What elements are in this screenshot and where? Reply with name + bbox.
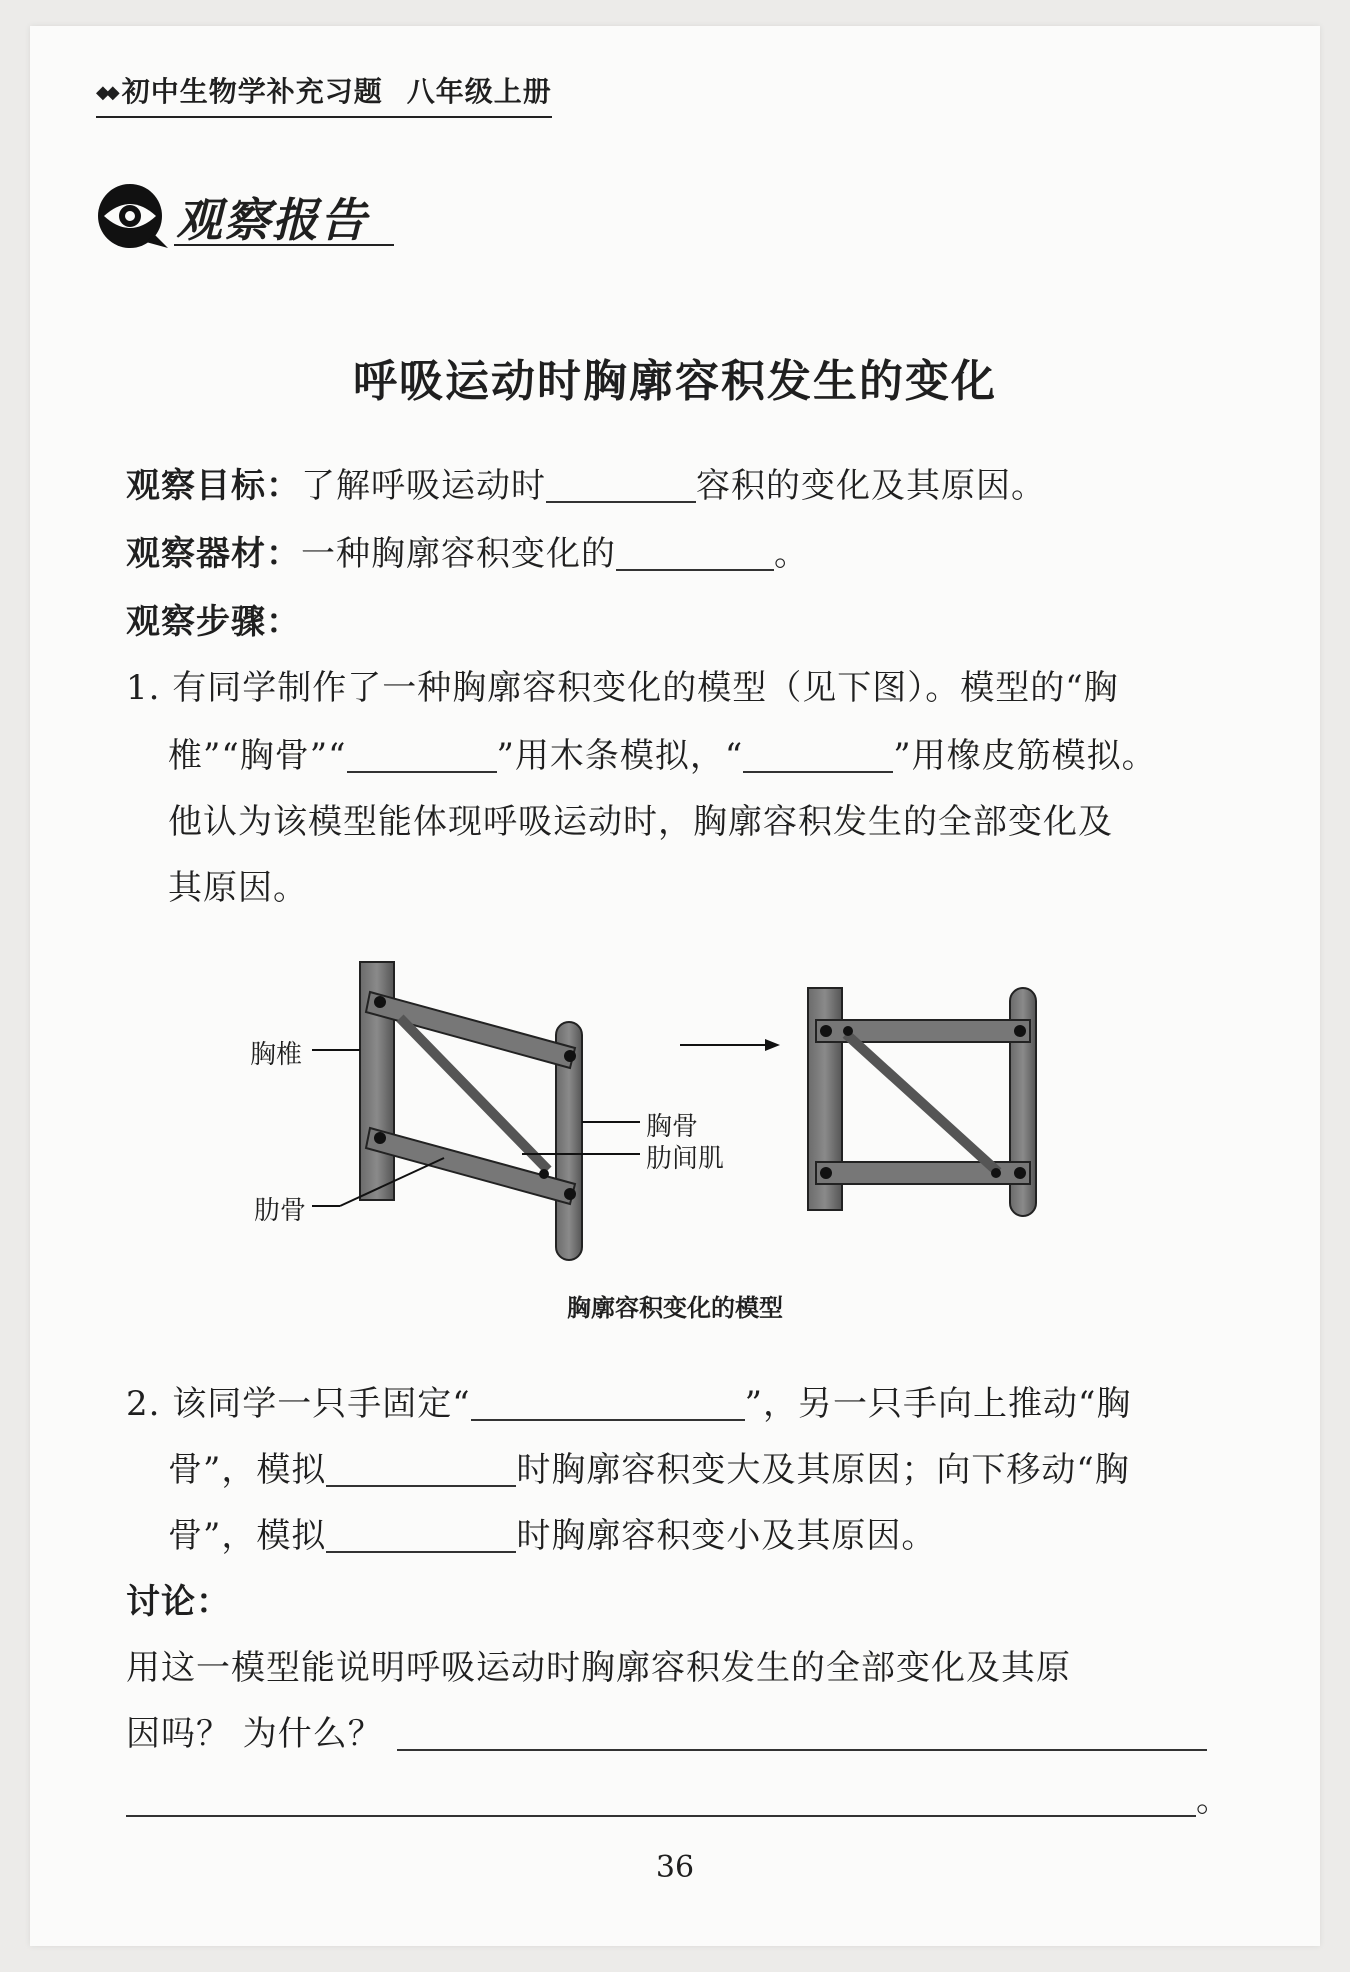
page-title: 呼吸运动时胸廓容积发生的变化: [353, 356, 997, 407]
label-rib: 肋骨: [254, 1196, 307, 1226]
step1-line1: 1. 有同学制作了一种胸廓容积变化的模型（见下图）。模型的“胸: [126, 668, 1119, 708]
materials-text-before: 一种胸廓容积变化的: [301, 534, 616, 574]
model-before: [312, 962, 640, 1260]
goal-text-after: 容积的变化及其原因。: [696, 466, 1046, 506]
step1-text-b: ”用木条模拟，“: [496, 736, 744, 776]
step1-text-c: ”用橡皮筋模拟。: [893, 736, 1157, 776]
step1-line4: 其原因。: [168, 868, 308, 908]
arrow-icon: [680, 1039, 780, 1051]
step1-line3: 他认为该模型能体现呼吸运动时，胸廓容积发生的全部变化及: [168, 802, 1113, 842]
step2-text-d: 时胸廓容积变大及其原因；向下移动“胸: [516, 1450, 1130, 1490]
materials-line: [126, 526, 809, 575]
discussion-end: 。: [1196, 1780, 1231, 1820]
label-intercostal-muscle: 肋间肌: [646, 1144, 725, 1174]
step2-line2: [168, 1442, 1130, 1491]
step2-blank-1[interactable]: [471, 1385, 745, 1421]
book-header: [96, 70, 552, 118]
discussion-blank-1[interactable]: [397, 1715, 1207, 1751]
discussion-label: 讨论：: [126, 1582, 231, 1622]
book-title: 初中生物学补充习题: [121, 75, 383, 108]
goal-blank[interactable]: [546, 467, 696, 503]
step2-text-c: 骨”，模拟: [168, 1450, 327, 1490]
step2-text-f: 时胸廓容积变小及其原因。: [516, 1516, 937, 1556]
materials-label: 观察器材：: [126, 534, 301, 574]
step2-text-e: 骨”，模拟: [168, 1516, 327, 1556]
discussion-question: 因吗？ 为什么？: [126, 1714, 383, 1754]
discussion-line3: [126, 1772, 1231, 1821]
book-grade: 八年级上册: [406, 75, 552, 108]
model-after: [808, 988, 1036, 1216]
thorax-model-figure: [230, 940, 1130, 1300]
figure-caption: 胸廓容积变化的模型: [567, 1294, 783, 1322]
goal-line: [126, 458, 1046, 507]
materials-text-after: 。: [774, 534, 809, 574]
materials-blank[interactable]: [616, 535, 774, 571]
upper-rib-bar: [366, 992, 575, 1068]
eye-icon: [94, 178, 170, 254]
goal-text-before: 了解呼吸运动时: [301, 466, 546, 506]
step1-blank-2[interactable]: [743, 737, 893, 773]
step1-text-a: 椎”“胸骨”“: [168, 736, 347, 776]
step2-blank-3[interactable]: [326, 1517, 516, 1553]
section-tag: [94, 178, 434, 278]
goal-label: 观察目标：: [126, 466, 301, 506]
step2-line1: [126, 1376, 1131, 1425]
label-sternum: 胸骨: [646, 1112, 699, 1142]
step1-line2: [168, 728, 1157, 777]
step2-text-a: 2. 该同学一只手固定“: [126, 1384, 471, 1424]
step2-blank-2[interactable]: [326, 1451, 516, 1487]
step2-line3: [168, 1508, 936, 1557]
label-spine: 胸椎: [250, 1040, 303, 1070]
discussion-line2: [126, 1706, 1207, 1755]
page-number: 36: [655, 1850, 695, 1885]
section-underline: [174, 244, 394, 246]
discussion-blank-2[interactable]: [126, 1781, 1196, 1817]
step2-text-b: ”，另一只手向上推动“胸: [744, 1384, 1132, 1424]
discussion-line1: 用这一模型能说明呼吸运动时胸廓容积发生的全部变化及其原: [126, 1648, 1071, 1688]
diamond-icon: ◆◆: [96, 82, 116, 103]
step1-blank-1[interactable]: [347, 737, 497, 773]
section-label: 观察报告: [176, 193, 368, 247]
steps-label: 观察步骤：: [126, 602, 301, 642]
